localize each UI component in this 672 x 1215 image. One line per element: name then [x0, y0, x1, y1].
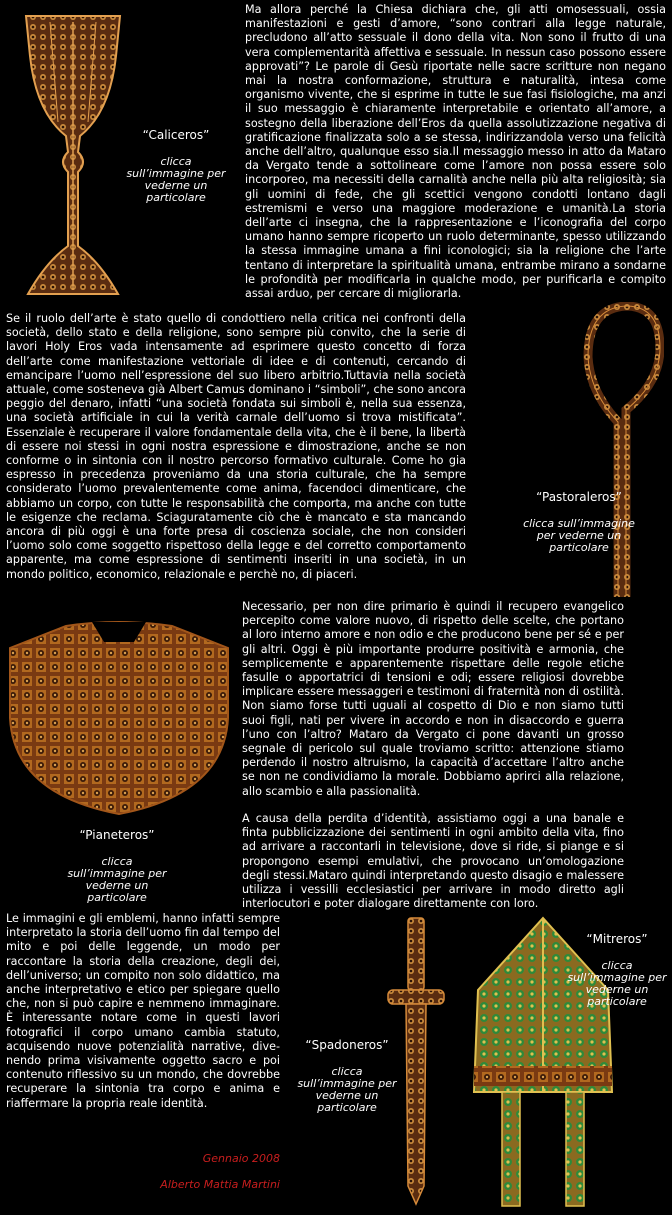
paragraph-3: Necessario, per non dire primario è quindi il recupero evangelico percepito come valore nuovo, di rispetto delle scelte, che portano al loro interno amore e non odio e che producono bene per sé e per gli altri. Oggi è più importante produrre positività e armonia, che semplicemente e apparentemente rispettare delle regole etiche fasulle o apportatrici di tensioni e odi; essere religiosi dovrebbe implicare essere messaggeri e testimoni di fraternità non di ostilità. Non siamo forse tutti uguali al cospetto di Dio e non siamo tutti suoi figli, nati per vivere in accordo e non in disaccordo e guerra l’uno con l’altro? Mataro da Vergato ci pone davanti un grosso segnale di pericolo sul quale troviamo scritto: attenzione stiamo perdendo il nostro altruismo, la capacità d’accettare l’altro anche se non ne condividiamo la morale. Dobbiamo aprirci alla relazione, allo scambio e alla passionalità.	[242, 600, 624, 798]
pianeteros-caption	[62, 828, 172, 904]
caliceros-title: “Caliceros”	[142, 128, 210, 142]
mitreros-hint: clicca sull’immagine per vederne un particolare	[567, 959, 667, 1008]
mitreros-title: “Mitreros”	[586, 932, 648, 946]
date-signature: Gennaio 2008	[202, 1152, 280, 1165]
pastoraleros-title: “Pastoraleros”	[536, 490, 622, 504]
chasuble-icon	[6, 618, 232, 818]
pianeteros-title: “Pianeteros”	[79, 828, 155, 842]
paragraph-1: Ma allora perché la Chiesa dichiara che, gli atti omosessuali, ossia manifestazioni e gesti d’amore, “sono contrari alla legge naturale, precludono all’atto sessuale il dono della vita. Non sono il frutto di una vera complementarità affettiva e sessuale. In nessun caso possono essere approvati”? Le parole di Gesù riportate nelle sacre scritture non negano mai la nostra conformazione, struttura e naturalità, intesa come organismo vivente, che si esprime in tutte le sue fasi fisiologiche, ma anzi il suo messaggio è chiaramente interpretabile e orientato all’amore, a sostegno della liberazione dell’Eros da quella assolutizzazione negativa di gratificazione finalizzata solo a se stessa, indirizzandola verso una felicità anche dell’altro, qualunque esso sia.Il messaggio messo in atto da Mataro da Vergato tende a sottolineare come l’amore non possa essere solo incorporeo, ma necessiti della carnalità anche nella più alta religiosità; sia gli uomini di fede, che gli scettici vengono condotti lontano dagli estremismi e verso una maggiore moderazione e umanità.La storia dell’arte ci insegna, che la rappresentazione e l’iconografia del corpo umano hanno sempre ricoperto un ruolo determinante, spesso utilizzando la stessa immagine umana a fini iconologici; sia la religione che l’arte tentano di interpretare la spiritualità umana, entrambe mirano a sondarne le profondità per modificarla in qualche modo, per purificarla e compito assai arduo, per cercare di migliorarla.	[245, 3, 666, 301]
mitreros-caption	[562, 932, 672, 1008]
pianeteros-image[interactable]	[6, 618, 232, 818]
paragraph-4: A causa della perdita d’identità, assistiamo oggi a una banale e finta pubblicizzazione dei sentimenti in ogni ambito della vita, fino ad arrivare a raccontarli in televisione, dove si ride, si piange e si propongono esempi emulativi, che provocano un’omologazione degli stessi.Mataro quindi interpretando questo disagio e malessere utilizza i vessilli ecclesiastici per arrivare in modo diretto agli interlocutori e poter dialogare direttamente con loro.	[242, 812, 624, 911]
caliceros-image[interactable]	[18, 12, 128, 300]
pastoraleros-caption	[520, 490, 638, 554]
spadoneros-caption	[292, 1038, 402, 1114]
pianeteros-hint: clicca sull’immagine per vederne un particolare	[67, 855, 167, 904]
spadoneros-hint: clicca sull’immagine per vederne un particolare	[297, 1065, 397, 1114]
caliceros-caption	[126, 128, 226, 204]
chalice-icon	[18, 12, 128, 300]
pastoraleros-hint: clicca sull’immagine per vederne un particolare	[523, 517, 635, 554]
paragraph-2: Se il ruolo dell’arte è stato quello di condottiero nella critica nei confronti della società, dello stato e della religione, sono sempre più convito, che la serie di lavori Holy Eros vada intensamente ad esprimere questo concetto di forza dell’arte come manifestazione vettoriale di idee e di contenuti, cercando di emancipare l’uomo nell’espressione del suo libero arbitrio.Tuttavia nella società attuale, come sosteneva già Albert Camus dominano i “simboli”, che sono ancora peggio del denaro, infatti “una società fondata sui simboli è, nella sua essenza, una società artificiale in cui la verità carnale dell’uomo si trova mistificata”. Essenziale è recuperare il valore fondamentale della vita, che è il bene, la libertà di essere noi stessi in ogni nostra espressione e dimostrazione, anche se non conforme o in sintonia con il nostro percorso formativo culturale. Come ho gia espresso in precedenza proveniamo da una storia culturale, che ha sempre considerato l’uomo prevalentemente come anima, facendoci dimenticare, che abbiamo un corpo, con tutte le responsabilità che comporta, ma anche con tutte le esigenze che reclama. Sciaguratamente ciò che è mancato e sta mancando ancora di più oggi è una forte presa di coscienza sociale, che non consideri l’uomo solo come soggetto rispettoso della legge e del corretto comportamento apparente, ma come espressione di sentimenti inseriti in una società, in un mondo politico, economico, relazionale e perchè no, di piaceri.	[6, 312, 466, 581]
paragraph-5: Le immagini e gli emblemi, hanno infatti sempre interpretato la storia dell’uomo fin dal tempo del mito e poi delle leggende, un modo per raccontare la storia della creazione, degli dei, dell’universo; un compito non solo didattico, ma anche interpretativo e etico per spiegare quello che, non si può capire e nemmeno immaginare. È interessante notare come in questi lavori fotografici il corpo umano cambia statuto, acquisendo nuove potenzialità narrative, dive-nendo prima visivamente oggetto sacro e poi contenuto riflessivo su un mondo, che dovrebbe recuperare la sintonia tra corpo e anima e riaffermare la propria reale identità.	[6, 912, 280, 1110]
author-signature: Alberto Mattia Martini	[160, 1178, 280, 1191]
caliceros-hint: clicca sull’immagine per vederne un particolare	[126, 155, 226, 204]
spadoneros-title: “Spadoneros”	[305, 1038, 389, 1052]
